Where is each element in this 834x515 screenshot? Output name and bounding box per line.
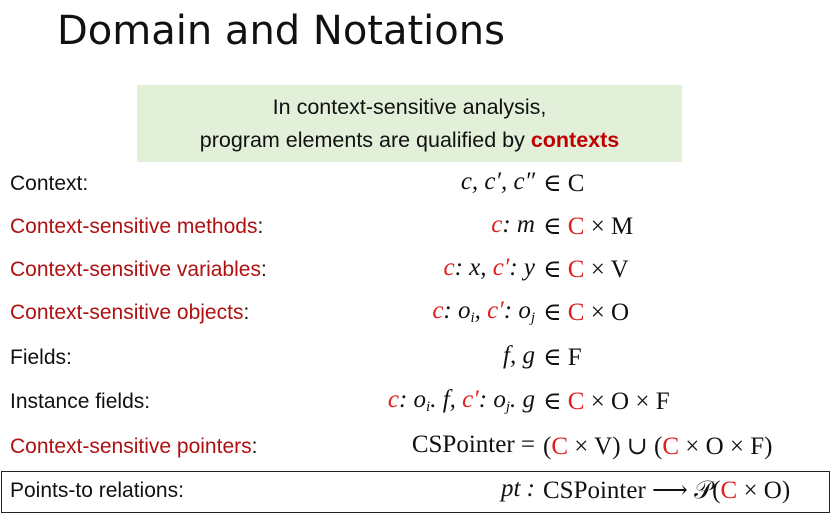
- row-label-text: Context-sensitive variables: [10, 258, 261, 281]
- row-label: Fields:: [10, 346, 72, 369]
- row-notation: c: $o_i$. f, c′: $o_j$. g: [387, 386, 535, 415]
- row-domain: ∈ C × O × F: [543, 388, 670, 415]
- row-label-colon: :: [257, 215, 264, 238]
- row-points-to: [0, 475, 834, 511]
- slide-title: Domain and Notations: [57, 8, 505, 54]
- row-context: [0, 168, 834, 204]
- row-label: [10, 258, 267, 282]
- row-domain: ∈ C: [543, 170, 585, 197]
- row-notation: pt :: [500, 475, 535, 502]
- row-notation: f, g: [503, 342, 535, 369]
- row-label: Instance fields:: [10, 390, 151, 413]
- row-domain: CSPointer ⟶ 𝒫(C × O): [543, 477, 791, 504]
- row-label: Context:: [10, 172, 89, 195]
- row-label-text: Context-sensitive methods: [10, 215, 258, 238]
- row-label-colon: :: [251, 435, 258, 458]
- callout-box: [137, 85, 682, 162]
- row-label: Points-to relations:: [10, 479, 184, 502]
- row-domain: (C × V) ∪ (C × O × F): [543, 433, 773, 460]
- row-label: [10, 215, 263, 239]
- row-domain: ∈ C × O: [543, 299, 630, 326]
- row-notation: c: x, c′: y: [443, 254, 535, 281]
- row-label-text: Context-sensitive pointers: [10, 435, 252, 458]
- row-label: [10, 301, 249, 325]
- callout-line-2-text: program elements are qualified by: [199, 128, 531, 152]
- row-instance-fields: [0, 386, 834, 422]
- row-cs-variables: [0, 254, 834, 290]
- callout-line-1: In context-sensitive analysis,: [272, 95, 547, 119]
- row-domain: ∈ F: [543, 344, 582, 371]
- row-notation: CSPointer =: [411, 431, 535, 458]
- row-notation: c, c′, c″: [460, 168, 535, 195]
- row-notation: c: m: [491, 211, 535, 238]
- row-domain: ∈ C × V: [543, 256, 629, 283]
- row-notation: c: $o_i$, c′: $o_j$: [432, 297, 535, 326]
- row-cs-objects: [0, 297, 834, 333]
- callout-line-2: [137, 124, 682, 157]
- row-domain: ∈ C × M: [543, 213, 634, 240]
- row-fields: [0, 342, 834, 378]
- row-label-colon: :: [243, 301, 250, 324]
- row-cs-pointers: [0, 431, 834, 467]
- row-label-text: Context-sensitive objects: [10, 301, 244, 324]
- row-label: [10, 435, 257, 459]
- callout-highlight: contexts: [530, 128, 620, 152]
- row-cs-methods: [0, 211, 834, 247]
- row-label-colon: :: [260, 258, 267, 281]
